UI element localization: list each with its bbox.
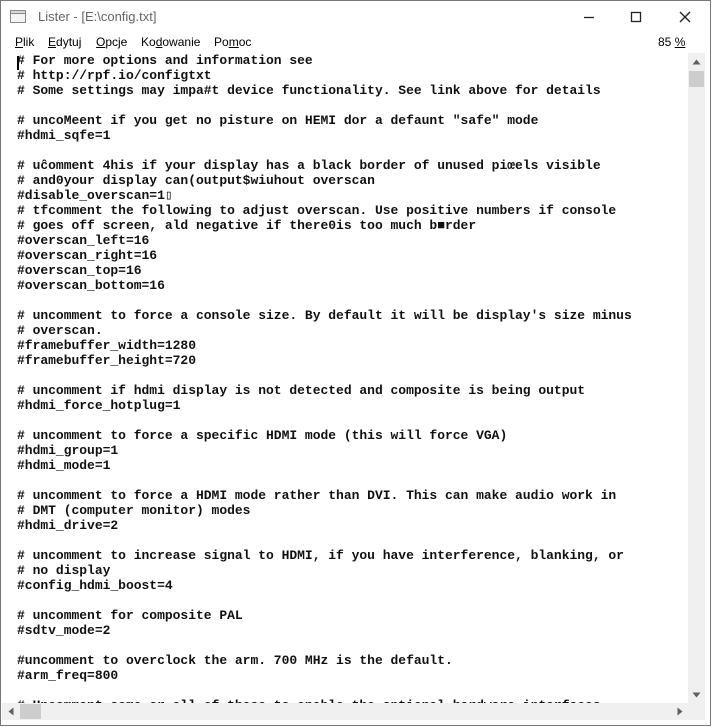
maximize-button[interactable]	[613, 1, 659, 32]
menu-opcje-label: pcje	[105, 35, 128, 49]
scroll-down-button[interactable]	[688, 686, 705, 703]
text-line: # http://rpf.io/configtxt	[17, 68, 212, 83]
menu-kodowanie-label: owanie	[162, 35, 201, 49]
menu-bar	[1, 32, 710, 53]
text-line: # uncomment to force a specific HDMI mode (this will force VGA)	[17, 428, 508, 443]
menu-opcje-accel: O	[96, 35, 106, 49]
maximize-icon	[630, 11, 642, 23]
text-line: #overscan_top=16	[17, 263, 142, 278]
window-title: Lister - [E:\config.txt]	[38, 9, 157, 24]
text-line: #overscan_left=16	[17, 233, 150, 248]
scroll-right-button[interactable]	[671, 703, 688, 720]
text-line: #overscan_right=16	[17, 248, 158, 263]
arrow-down-icon	[692, 692, 701, 698]
text-line: # DMT (computer monitor) modes	[17, 503, 251, 518]
minimize-icon	[583, 11, 595, 23]
text-line: #config_hdmi_boost=4	[17, 578, 173, 593]
zoom-unit: %	[674, 35, 686, 49]
zoom-value: 85	[658, 35, 675, 49]
text-line: #framebuffer_width=1280	[17, 338, 196, 353]
close-button[interactable]	[659, 1, 710, 32]
text-line: # uncomment to force a HDMI mode rather than DVI. This can make audio work in	[17, 488, 617, 503]
text-line: # For more options and information see	[17, 53, 313, 68]
text-line: # overscan.	[17, 323, 103, 338]
text-line: # tfcomment the following to adjust overscan. Use positive numbers if console	[17, 203, 617, 218]
text-line: # uncomment for composite PAL	[17, 608, 243, 623]
menu-plik-accel: P	[15, 35, 24, 49]
scroll-left-button[interactable]	[2, 703, 19, 720]
text-viewer[interactable]	[2, 53, 687, 703]
text-line: #sdtv_mode=2	[17, 623, 111, 638]
menu-edytuj-accel: E	[48, 35, 57, 49]
text-line: # Some settings may impa#t device functionality. See link above for details	[17, 83, 601, 98]
menu-plik[interactable]	[15, 35, 34, 49]
text-line: # uncomment if hdmi display is not detected and composite is being output	[17, 383, 586, 398]
menu-kodowanie-prefix: Ko	[141, 35, 156, 49]
text-line: #uncomment to overclock the arm. 700 MHz is the default.	[17, 653, 453, 668]
text-line: # no display	[17, 563, 111, 578]
menu-edytuj[interactable]	[48, 35, 81, 49]
scroll-up-button[interactable]	[688, 53, 705, 70]
horizontal-scroll-thumb[interactable]	[20, 704, 41, 719]
text-line: #arm_freq=800	[17, 668, 119, 683]
menu-pomoc-accel: m	[228, 35, 239, 49]
text-line: # uncomment to force a console size. By default it will be display's size minus	[17, 308, 632, 323]
menu-plik-label: lik	[23, 35, 35, 49]
size-grip[interactable]	[688, 703, 705, 720]
menu-kodowanie-accel: d	[155, 35, 163, 49]
menu-pomoc-label: oc	[238, 35, 252, 49]
menu-pomoc[interactable]	[214, 35, 251, 49]
minimize-button[interactable]	[566, 1, 612, 32]
arrow-right-icon	[677, 707, 683, 716]
text-line: #hdmi_mode=1	[17, 458, 111, 473]
menu-pomoc-prefix: Po	[214, 35, 229, 49]
app-icon	[10, 10, 26, 23]
arrow-left-icon	[8, 707, 14, 716]
text-line: #overscan_bottom=16	[17, 278, 165, 293]
text-line: # goes off screen, ald negative if there0is too much b■rder	[17, 218, 477, 233]
title-bar[interactable]	[1, 1, 710, 32]
text-line: #hdmi_group=1	[17, 443, 119, 458]
text-line: #hdmi_force_hotplug=1	[17, 398, 181, 413]
text-line: # uncoMeent if you get no pisture on HEMI dor a defaunt "safe" mode	[17, 113, 539, 128]
vertical-scrollbar[interactable]	[688, 53, 705, 703]
text-line: #hdmi_sqfe=1	[17, 128, 111, 143]
text-line: #disable_overscan=1▯	[17, 188, 173, 203]
horizontal-scrollbar[interactable]	[2, 703, 688, 720]
close-icon	[679, 11, 691, 23]
text-line: # and0your display can(output$wiuhout overscan	[17, 173, 375, 188]
text-line: #framebuffer_height=720	[17, 353, 196, 368]
menu-opcje[interactable]	[96, 35, 127, 49]
text-line: # uncomment to increase signal to HDMI, if you have interference, blanking, or	[17, 548, 624, 563]
arrow-up-icon	[692, 59, 701, 65]
zoom-level[interactable]	[658, 35, 685, 49]
vertical-scroll-thumb[interactable]	[689, 71, 704, 87]
text-line: #hdmi_drive=2	[17, 518, 119, 533]
text-line: # uĉomment 4his if your display has a black border of unused piœels visible	[17, 158, 601, 173]
menu-edytuj-label: dytuj	[56, 35, 82, 49]
menu-kodowanie[interactable]	[141, 35, 200, 49]
